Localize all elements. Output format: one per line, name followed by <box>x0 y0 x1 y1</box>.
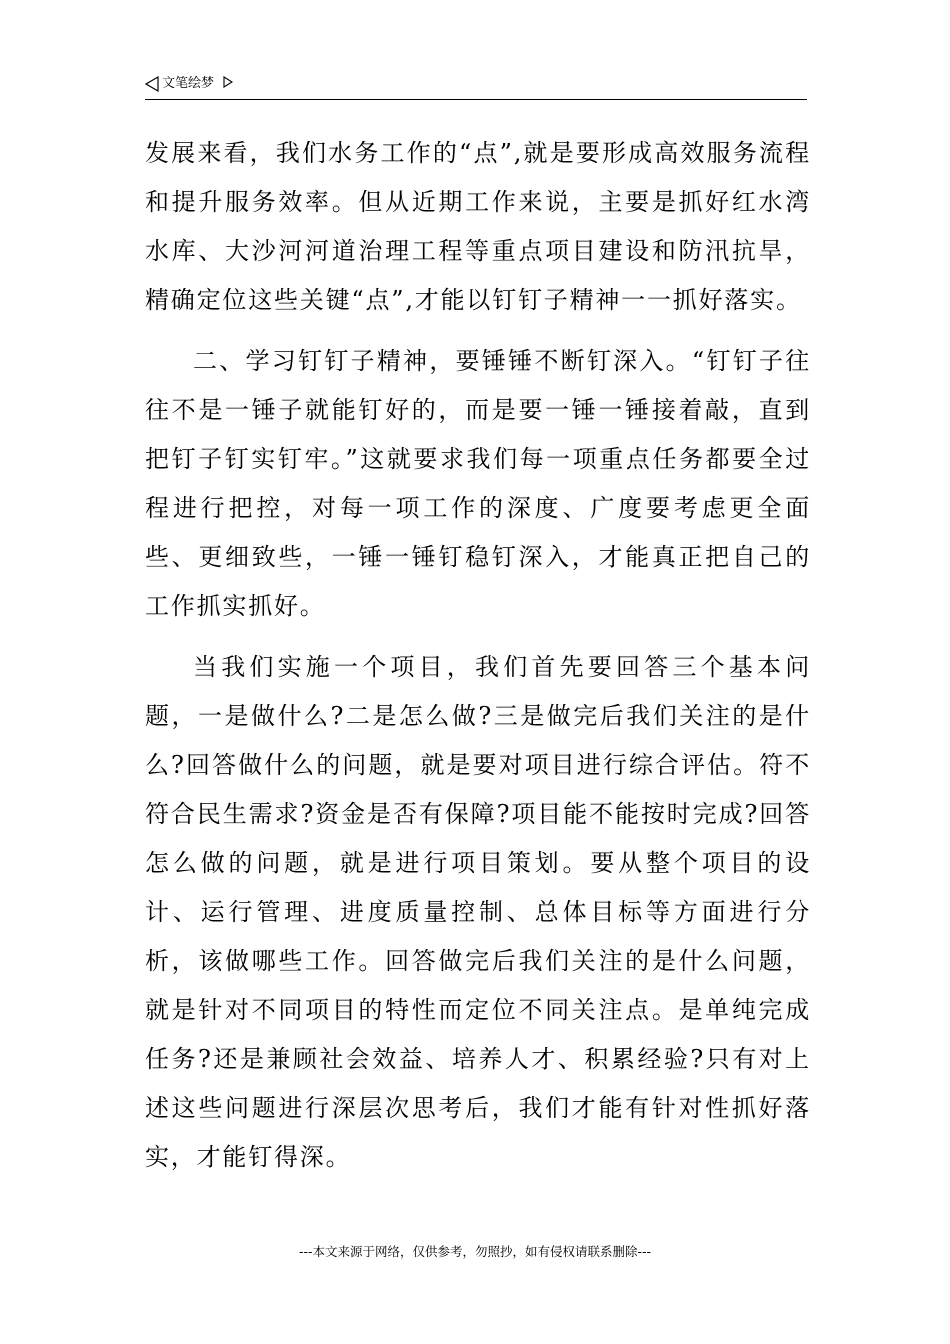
page-footer: ---本文来源于网络，仅供参考，勿照抄，如有侵权请联系删除--- <box>298 1244 652 1259</box>
header-brand <box>145 76 233 92</box>
paragraph-2: 二、学习钉钉子精神，要锤锤不断钉深入。“钉钉子往往不是一锤子就能钉好的，而是要一锤一锤接着敲，直到把钉子钉实钉牢。”这就要求我们每一项重点任务都要全过程进行把控，对每一项工作的深度、广度要考虑更全面些、更细致些，一锤一锤钉稳钉深入，才能真正把自己的工作抓实抓好。 <box>145 347 811 620</box>
triangle-right-icon <box>223 76 233 88</box>
page-header <box>145 72 807 100</box>
paragraph-1: 发展来看，我们水务工作的“点”,就是要形成高效服务流程和提升服务效率。但从近期工作来说，主要是抓好红水湾水库、大沙河河道治理工程等重点项目建设和防汛抗旱，精确定位这些关键“点”,才能以钉钉子精神一一抓好落实。 <box>145 139 811 314</box>
triangle-left-icon <box>145 76 159 92</box>
paragraph-3: 当我们实施一个项目，我们首先要回答三个基本问题，一是做什么?二是怎么做?三是做完后我们关注的是什么?回答做什么的问题，就是要对项目进行综合评估。符不符合民生需求?资金是否有保障?项目能不能按时完成?回答怎么做的问题，就是进行项目策划。要从整个项目的设计、运行管理、进度质量控制、总体目标等方面进行分析，该做哪些工作。回答做完后我们关注的是什么问题，就是针对不同项目的特性而定位不同关注点。是单纯完成任务?还是兼顾社会效益、培养人才、积累经验?只有对上述这些问题进行深层次思考后，我们才能有针对性抓好落实，才能钉得深。 <box>145 653 811 1171</box>
document-body <box>145 129 811 1194</box>
header-brand-text: 文笔绘梦 <box>162 76 215 91</box>
